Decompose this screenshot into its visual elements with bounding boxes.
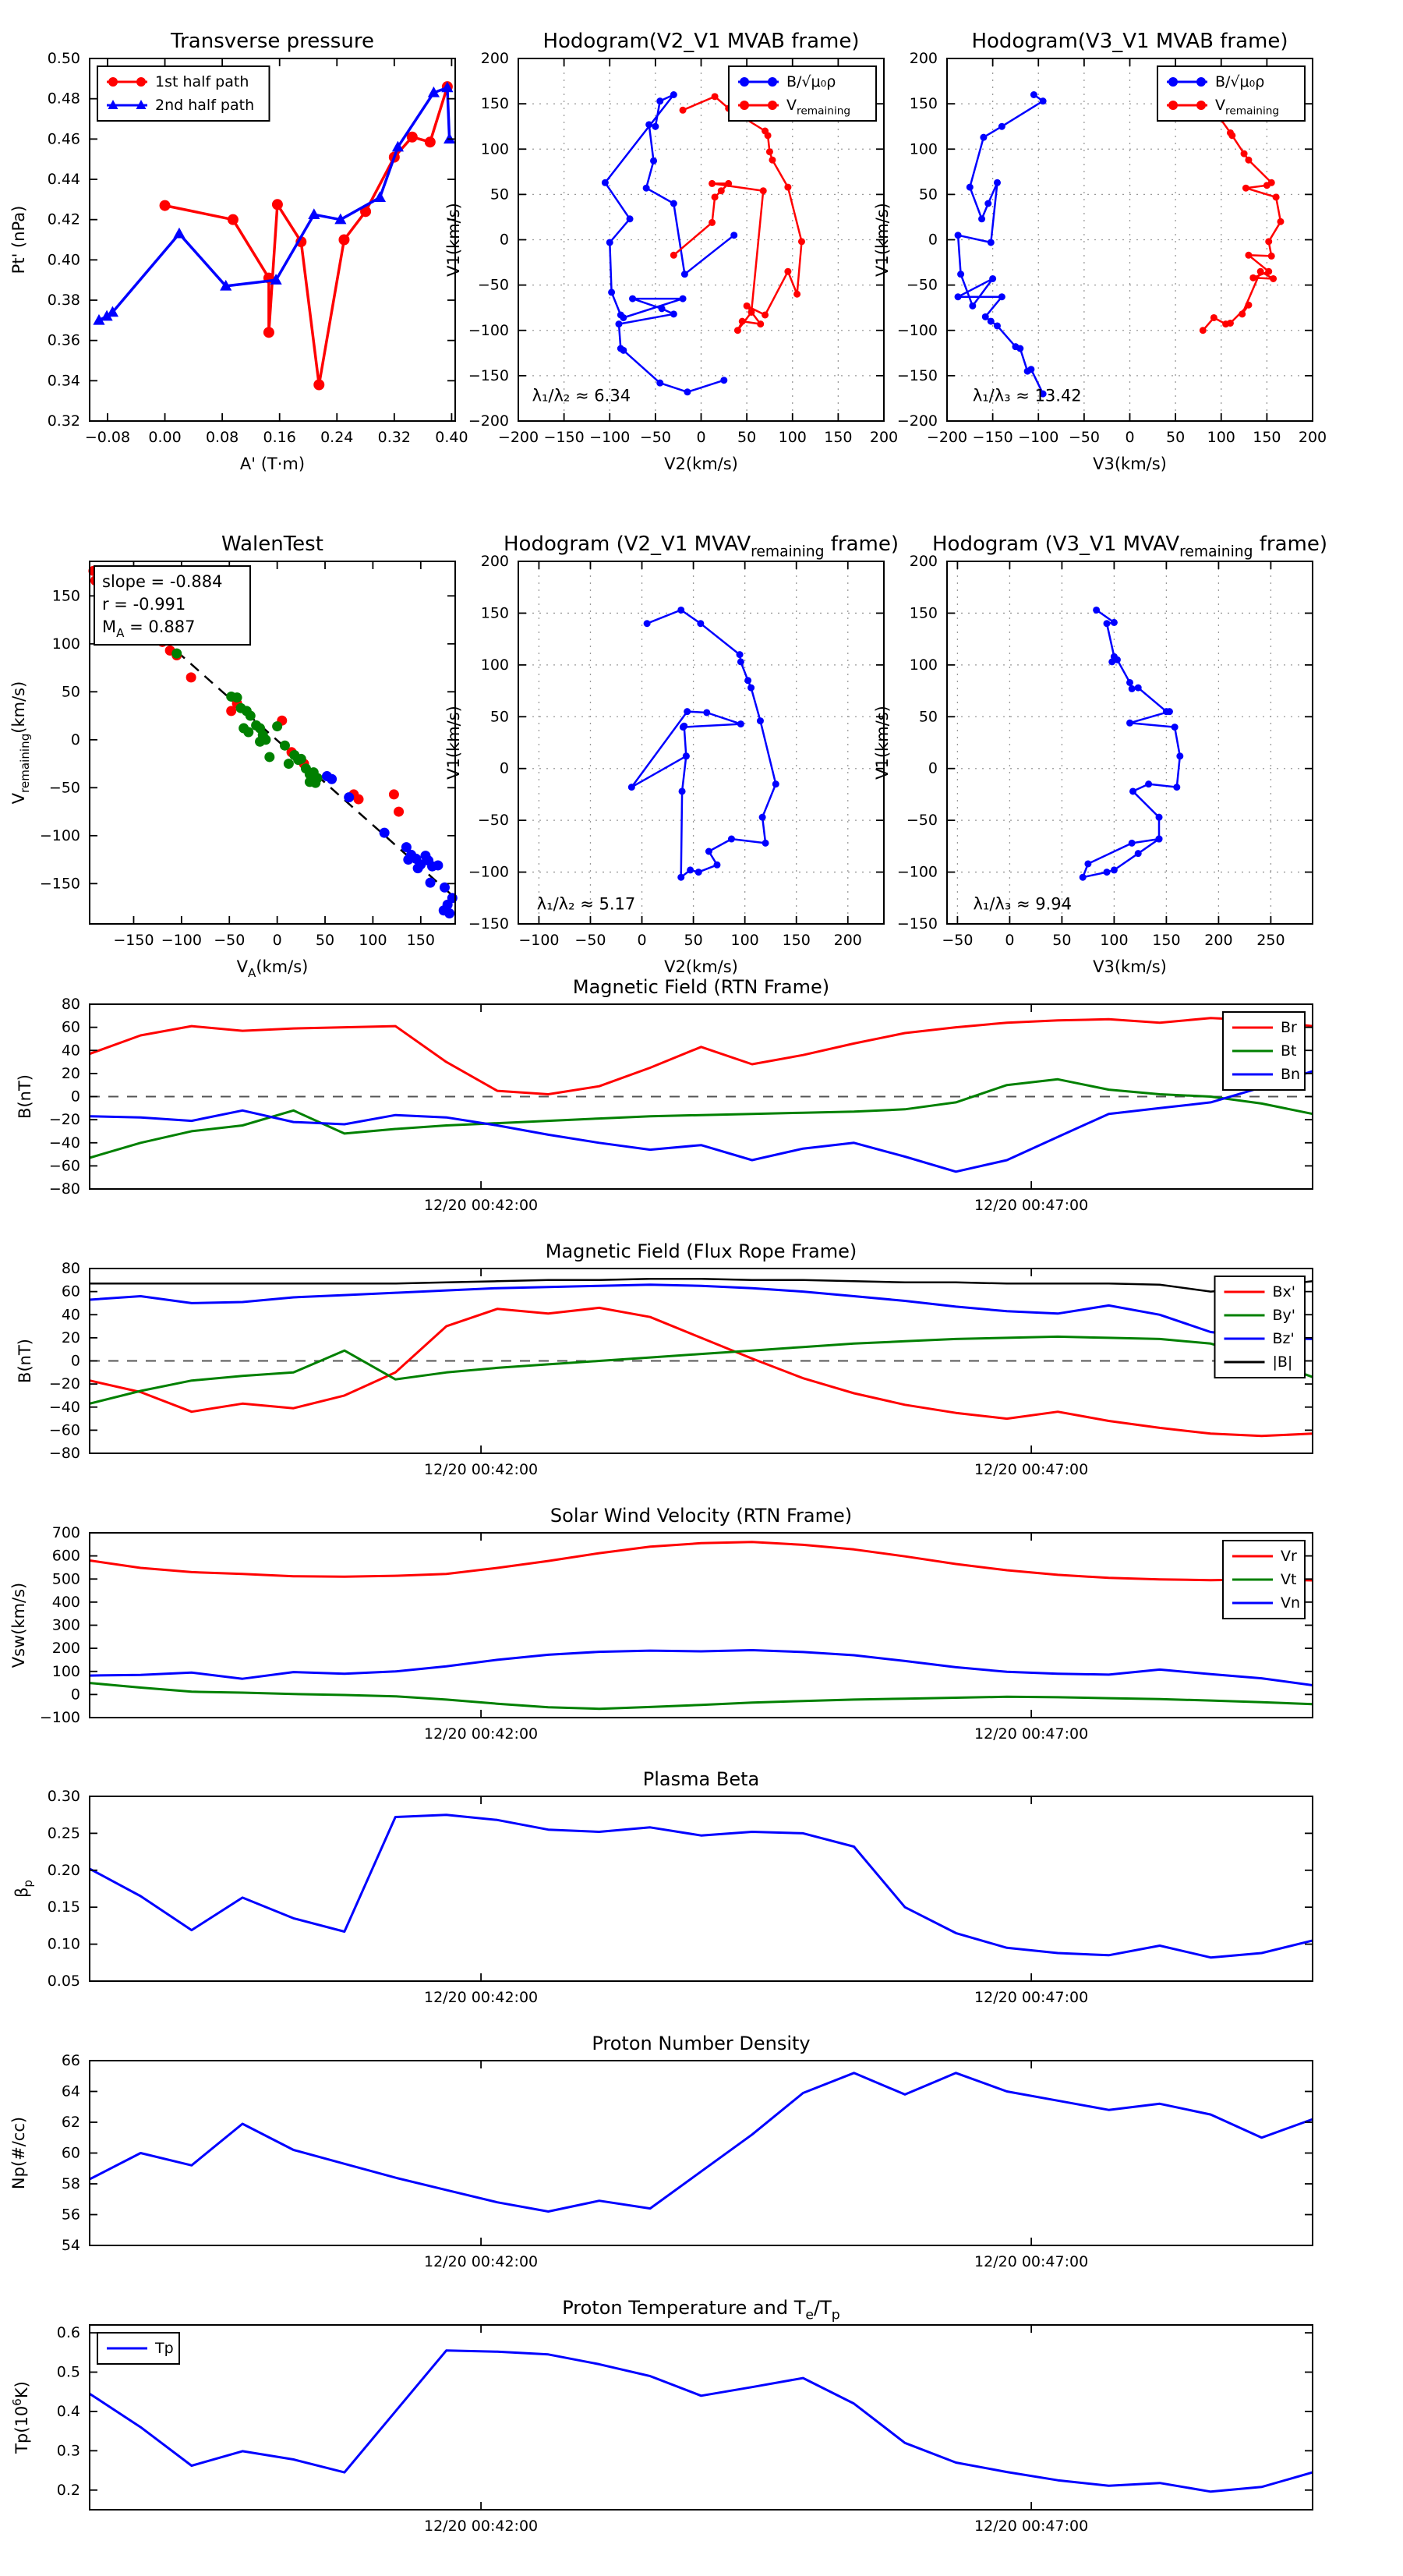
x-tick-label: 12/20 00:42:00 (424, 1461, 539, 1478)
x-tick-label: 12/20 00:42:00 (424, 1197, 539, 1214)
x-tick-label: 12/20 00:42:00 (424, 1989, 539, 2006)
x-tick-label: 12/20 00:42:00 (424, 2518, 539, 2535)
chart-walen-test-textbox-line: r = -0.991 (102, 595, 186, 614)
chart-magnetic-field-flux-rope (16, 1240, 1313, 1478)
legend-label: B/√μ₀ρ (1215, 73, 1265, 90)
chart-hodogram-v3v1-mvab (873, 30, 1327, 473)
chart-hodogram-v3v1-mvav-ylabel: V1(km/s) (873, 706, 892, 780)
chart-proton-temperature-ylabel: $Tp(10^6K)$ (10, 2381, 31, 2454)
x-tick-label: −200 (497, 429, 539, 446)
y-tick-label: 0.46 (47, 130, 80, 148)
chart-magnetic-field-rtn-ylabel: B(nT) (16, 1074, 34, 1119)
x-tick-label: 0.32 (377, 429, 411, 446)
y-tick-label: 0.3 (56, 2442, 80, 2460)
chart-magnetic-field-rtn-series-Br (90, 1018, 1313, 1095)
y-tick-label: 600 (51, 1547, 80, 1565)
y-tick-label: 0.25 (47, 1824, 80, 1842)
y-tick-label: 200 (480, 553, 509, 570)
y-tick-label: 150 (909, 604, 938, 622)
y-tick-label: −100 (896, 863, 938, 881)
chart-proton-temperature-title: Proton Temperature and $T_e/T_p$ (562, 2297, 840, 2323)
chart-hodogram-v2v1-mvav-xlabel: V2(km/s) (664, 957, 738, 976)
chart-hodogram-v3v1-mvav-annotation: λ₁/λ₃ ≈ 9.94 (973, 894, 1072, 914)
y-tick-label: −50 (477, 276, 509, 294)
x-tick-label: −150 (972, 429, 1013, 446)
chart-solar-wind-velocity-title: Solar Wind Velocity (RTN Frame) (550, 1505, 853, 1527)
y-tick-label: 100 (51, 635, 80, 653)
y-tick-label: 0 (70, 731, 80, 748)
chart-hodogram-v3v1-mvab-series-B (955, 91, 1047, 398)
y-tick-label: 0.4 (56, 2402, 80, 2420)
y-tick-label: 0.38 (47, 292, 80, 309)
chart-transverse-pressure-title: Transverse pressure (171, 30, 374, 53)
chart-hodogram-v3v1-mvab-ylabel: V1(km/s) (873, 203, 892, 277)
x-tick-label: −50 (214, 932, 246, 949)
chart-walen-test-title: WalenTest (221, 533, 323, 556)
x-tick-label: 50 (737, 429, 757, 446)
x-tick-label: 150 (782, 932, 811, 949)
x-tick-label: 0 (272, 932, 282, 949)
x-tick-label: −50 (574, 932, 606, 949)
x-tick-label: 200 (833, 932, 862, 949)
chart-solar-wind-velocity-series-Vt (90, 1683, 1313, 1709)
y-tick-label: −60 (48, 1421, 80, 1439)
y-tick-label: 0.44 (47, 171, 80, 188)
x-tick-label: 0 (1125, 429, 1135, 446)
x-tick-label: 12/20 00:47:00 (974, 1461, 1089, 1478)
chart-hodogram-v3v1-mvab-annotation: λ₁/λ₃ ≈ 13.42 (972, 386, 1082, 405)
chart-hodogram-v2v1-mvab-annotation: λ₁/λ₂ ≈ 6.34 (532, 386, 631, 405)
y-tick-label: 40 (61, 1306, 80, 1324)
chart-hodogram-v2v1-mvab-title: Hodogram(V2_V1 MVAB frame) (542, 30, 860, 53)
x-tick-label: 200 (1204, 932, 1233, 949)
y-tick-label: 200 (51, 1640, 80, 1658)
chart-magnetic-field-flux-rope-legend (1215, 1276, 1306, 1378)
x-tick-label: −150 (113, 932, 154, 949)
y-tick-label: 0 (70, 1088, 80, 1106)
y-tick-label: 0.20 (47, 1861, 80, 1879)
chart-plasma-beta-ylabel: $\beta_p$ (12, 1880, 35, 1898)
chart-magnetic-field-flux-rope-series-Bz (90, 1285, 1313, 1339)
x-tick-label: 12/20 00:47:00 (974, 1989, 1089, 2006)
y-tick-label: 0 (70, 1352, 80, 1370)
chart-magnetic-field-flux-rope-series-By (90, 1336, 1313, 1403)
y-tick-label: 60 (61, 1018, 80, 1036)
y-tick-label: 0 (499, 759, 509, 777)
y-tick-label: 60 (61, 1283, 80, 1300)
x-tick-label: 0.08 (205, 429, 239, 446)
chart-hodogram-v2v1-mvab-xlabel: V2(km/s) (664, 455, 738, 473)
y-tick-label: 150 (51, 587, 80, 605)
x-tick-label: 12/20 00:47:00 (974, 2518, 1089, 2535)
legend-label: Vn (1281, 1594, 1301, 1612)
y-tick-label: 0.6 (56, 2324, 80, 2342)
chart-walen-test-textbox-line: $M_A = 0.887$ (102, 617, 196, 640)
chart-hodogram-v2v1-mvab (444, 30, 898, 473)
y-tick-label: 200 (480, 50, 509, 67)
y-tick-label: 40 (61, 1042, 80, 1060)
y-tick-label: −40 (48, 1134, 80, 1152)
legend-label: Bz' (1272, 1330, 1295, 1347)
x-tick-label: 12/20 00:47:00 (974, 1197, 1089, 1214)
x-tick-label: 100 (1207, 429, 1235, 446)
y-tick-label: 0 (928, 231, 938, 249)
x-tick-label: 250 (1256, 932, 1285, 949)
chart-hodogram-v2v1-mvab-series-Vremaining (670, 93, 805, 334)
x-tick-label: −100 (589, 429, 631, 446)
y-tick-label: 54 (61, 2237, 80, 2254)
y-tick-label: −200 (468, 412, 509, 430)
x-tick-label: 150 (1253, 429, 1281, 446)
y-tick-label: 100 (909, 656, 938, 674)
y-tick-label: 0.48 (47, 90, 80, 108)
x-tick-label: −50 (942, 932, 974, 949)
y-tick-label: 0.42 (47, 211, 80, 228)
y-tick-label: 60 (61, 2144, 80, 2162)
chart-hodogram-v3v1-mvab-legend (1157, 66, 1305, 121)
legend-label: 2nd half path (155, 97, 255, 114)
x-tick-label: 50 (315, 932, 335, 949)
x-tick-label: 50 (1052, 932, 1072, 949)
chart-magnetic-field-flux-rope-series-Bx (90, 1307, 1313, 1435)
legend-label: Vr (1281, 1548, 1297, 1565)
legend-label: By' (1272, 1307, 1296, 1324)
y-tick-label: 200 (909, 50, 938, 67)
chart-proton-number-density-title: Proton Number Density (592, 2033, 811, 2054)
chart-hodogram-v3v1-mvav-series-V (1080, 607, 1184, 881)
chart-hodogram-v2v1-mvav-series-V (628, 607, 779, 881)
chart-walen-test-ylabel: $V_{remaining}(km/s)$ (9, 681, 32, 805)
chart-proton-temperature-legend (97, 2333, 179, 2364)
y-tick-label: 0.5 (56, 2363, 80, 2381)
y-tick-label: 50 (61, 683, 80, 701)
y-tick-label: −100 (39, 826, 80, 844)
y-tick-label: −200 (896, 412, 938, 430)
y-tick-label: 0.34 (47, 372, 80, 390)
x-tick-label: 12/20 00:47:00 (974, 1725, 1089, 1743)
chart-hodogram-v2v1-mvav (444, 533, 899, 976)
chart-solar-wind-velocity (9, 1505, 1313, 1743)
y-tick-label: 100 (909, 140, 938, 158)
legend-label: Vt (1281, 1571, 1297, 1588)
y-tick-label: −80 (48, 1180, 80, 1198)
x-tick-label: 150 (824, 429, 853, 446)
y-tick-label: 50 (489, 186, 509, 203)
legend-label: Bt (1281, 1042, 1297, 1060)
y-tick-label: −100 (39, 1709, 80, 1726)
chart-magnetic-field-flux-rope-ylabel: B(nT) (16, 1339, 34, 1383)
x-tick-label: 200 (869, 429, 899, 446)
chart-hodogram-v2v1-mvav-title: Hodogram (V2_V1 $MVAV_{remaining}$ frame) (504, 533, 899, 561)
y-tick-label: −100 (468, 321, 509, 339)
x-tick-label: 0.40 (435, 429, 468, 446)
legend-label: Bn (1281, 1066, 1301, 1083)
x-tick-label: 150 (406, 932, 435, 949)
x-tick-label: 0 (696, 429, 706, 446)
x-tick-label: −50 (1068, 429, 1100, 446)
legend-label: Tp (155, 2340, 174, 2357)
y-tick-label: 50 (918, 186, 938, 203)
y-tick-label: 20 (61, 1329, 80, 1346)
legend-label: Br (1281, 1019, 1297, 1036)
y-tick-label: −40 (48, 1398, 80, 1416)
y-tick-label: 700 (51, 1524, 80, 1541)
chart-hodogram-v3v1-mvav (873, 533, 1327, 976)
y-tick-label: 0.2 (56, 2481, 80, 2499)
chart-walen-test-textbox-line: slope = -0.884 (102, 572, 223, 591)
y-tick-label: 150 (480, 95, 509, 113)
chart-hodogram-v2v1-mvav-ylabel: V1(km/s) (444, 706, 463, 780)
chart-solar-wind-velocity-series-Vr (90, 1542, 1313, 1580)
chart-hodogram-v3v1-mvab-xlabel: V3(km/s) (1093, 455, 1167, 473)
chart-solar-wind-velocity-legend (1223, 1541, 1305, 1619)
y-tick-label: 0.32 (47, 412, 80, 430)
chart-hodogram-v3v1-mvav-title: Hodogram (V3_V1 $MVAV_{remaining}$ frame) (932, 533, 1327, 561)
x-tick-label: 200 (1298, 429, 1327, 446)
y-tick-label: 0 (499, 231, 509, 249)
y-tick-label: 100 (51, 1662, 80, 1680)
x-tick-label: 100 (730, 932, 759, 949)
x-tick-label: 12/20 00:42:00 (424, 2253, 539, 2270)
y-tick-label: −100 (468, 863, 509, 881)
chart-proton-temperature-series-Tp (90, 2351, 1313, 2492)
x-tick-label: −150 (543, 429, 585, 446)
y-tick-label: 0.36 (47, 331, 80, 349)
y-tick-label: 500 (51, 1570, 80, 1588)
y-tick-label: −60 (48, 1157, 80, 1175)
y-tick-label: −80 (48, 1445, 80, 1462)
chart-plasma-beta-series-betap (90, 1815, 1313, 1958)
y-tick-label: −150 (39, 875, 80, 893)
y-tick-label: 80 (61, 996, 80, 1013)
chart-walen-test (9, 533, 458, 980)
x-tick-label: −100 (161, 932, 202, 949)
legend-label: Bx' (1272, 1283, 1296, 1300)
y-tick-label: 64 (61, 2082, 80, 2100)
x-tick-label: 100 (359, 932, 387, 949)
y-tick-label: 200 (909, 553, 938, 570)
y-tick-label: −100 (896, 321, 938, 339)
y-tick-label: 0 (928, 759, 938, 777)
x-tick-label: 0 (1005, 932, 1015, 949)
y-tick-label: 0.50 (47, 50, 80, 67)
chart-proton-temperature (10, 2297, 1313, 2535)
chart-plasma-beta-title: Plasma Beta (642, 1768, 760, 1790)
y-tick-label: 300 (51, 1616, 80, 1634)
x-tick-label: 50 (684, 932, 703, 949)
y-tick-label: −20 (48, 1375, 80, 1393)
y-tick-label: 0.05 (47, 1973, 80, 1990)
y-tick-label: −20 (48, 1111, 80, 1129)
chart-transverse-pressure-xlabel: A' (T·m) (239, 455, 306, 473)
x-tick-label: 100 (778, 429, 807, 446)
legend-label: $V_{remaining}$ (1215, 97, 1280, 118)
y-tick-label: 0.40 (47, 251, 80, 269)
y-tick-label: −150 (896, 915, 938, 932)
chart-hodogram-v2v1-mvab-ylabel: V1(km/s) (444, 203, 463, 277)
x-tick-label: 12/20 00:47:00 (974, 2253, 1089, 2270)
y-tick-label: −150 (468, 366, 509, 384)
y-tick-label: 100 (480, 656, 509, 674)
chart-magnetic-field-flux-rope-title: Magnetic Field (Flux Rope Frame) (545, 1240, 857, 1262)
y-tick-label: 150 (909, 95, 938, 113)
chart-hodogram-v2v1-mvav-annotation: λ₁/λ₂ ≈ 5.17 (536, 894, 636, 914)
y-tick-label: 0 (70, 1686, 80, 1704)
x-tick-label: −50 (639, 429, 671, 446)
y-tick-label: −50 (48, 779, 80, 797)
y-tick-label: 50 (918, 708, 938, 726)
y-tick-label: −50 (906, 276, 938, 294)
y-tick-label: 0.15 (47, 1898, 80, 1916)
x-tick-label: 0.16 (263, 429, 296, 446)
y-tick-label: 66 (61, 2052, 80, 2069)
chart-hodogram-v2v1-mvab-series-B (602, 91, 737, 395)
chart-hodogram-v3v1-mvab-series-Vremaining (1200, 93, 1285, 334)
legend-label: 1st half path (155, 73, 249, 90)
y-tick-label: 400 (51, 1593, 80, 1611)
y-tick-label: −150 (896, 366, 938, 384)
chart-solar-wind-velocity-ylabel: Vsw(km/s) (9, 1582, 28, 1668)
y-tick-label: 80 (61, 1260, 80, 1277)
y-tick-label: −50 (906, 812, 938, 830)
chart-hodogram-v2v1-mvab-legend (729, 66, 876, 121)
y-tick-label: −50 (477, 812, 509, 830)
chart-walen-test-series-scattergreen (171, 649, 322, 788)
chart-magnetic-field-rtn-title: Magnetic Field (RTN Frame) (572, 976, 830, 998)
chart-walen-test-xlabel: $V_A(km/s)$ (236, 957, 309, 980)
y-tick-label: 56 (61, 2206, 80, 2224)
chart-magnetic-field-rtn (16, 976, 1313, 1214)
y-tick-label: 20 (61, 1064, 80, 1082)
x-tick-label: −0.08 (84, 429, 131, 446)
legend-label: B/√μ₀ρ (786, 73, 836, 90)
chart-transverse-pressure-series-1sthalfpath (160, 81, 453, 390)
x-tick-label: 12/20 00:42:00 (424, 1725, 539, 1743)
chart-magnetic-field-rtn-legend (1223, 1012, 1305, 1090)
chart-hodogram-v3v1-mvav-xlabel: V3(km/s) (1093, 957, 1167, 976)
chart-transverse-pressure-ylabel: Pt' (nPa) (9, 205, 28, 274)
x-tick-label: 150 (1152, 932, 1181, 949)
chart-proton-number-density-ylabel: Np(#/cc) (9, 2116, 28, 2190)
chart-transverse-pressure (9, 30, 468, 473)
legend-label: $V_{remaining}$ (786, 97, 851, 118)
chart-magnetic-field-rtn-series-Bn (90, 1071, 1313, 1172)
y-tick-label: 50 (489, 708, 509, 726)
y-tick-label: −150 (468, 915, 509, 932)
y-tick-label: 62 (61, 2114, 80, 2131)
chart-hodogram-v3v1-mvab-title: Hodogram(V3_V1 MVAB frame) (971, 30, 1288, 53)
chart-solar-wind-velocity-series-Vn (90, 1651, 1313, 1686)
x-tick-label: 100 (1100, 932, 1129, 949)
x-tick-label: −200 (926, 429, 968, 446)
x-tick-label: 50 (1166, 429, 1186, 446)
chart-proton-number-density (9, 2033, 1313, 2270)
chart-transverse-pressure-legend (97, 66, 270, 121)
x-tick-label: 0.24 (320, 429, 354, 446)
y-tick-label: 58 (61, 2175, 80, 2192)
x-tick-label: 0 (637, 932, 647, 949)
x-tick-label: 0.00 (148, 429, 182, 446)
y-tick-label: 0.10 (47, 1935, 80, 1953)
y-tick-label: 150 (480, 604, 509, 622)
chart-proton-number-density-series-Np (90, 2073, 1313, 2212)
x-tick-label: −100 (1018, 429, 1059, 446)
y-tick-label: 100 (480, 140, 509, 158)
y-tick-label: 0.30 (47, 1788, 80, 1805)
chart-plasma-beta (12, 1768, 1313, 2006)
x-tick-label: −100 (518, 932, 560, 949)
legend-label: |B| (1272, 1353, 1293, 1371)
